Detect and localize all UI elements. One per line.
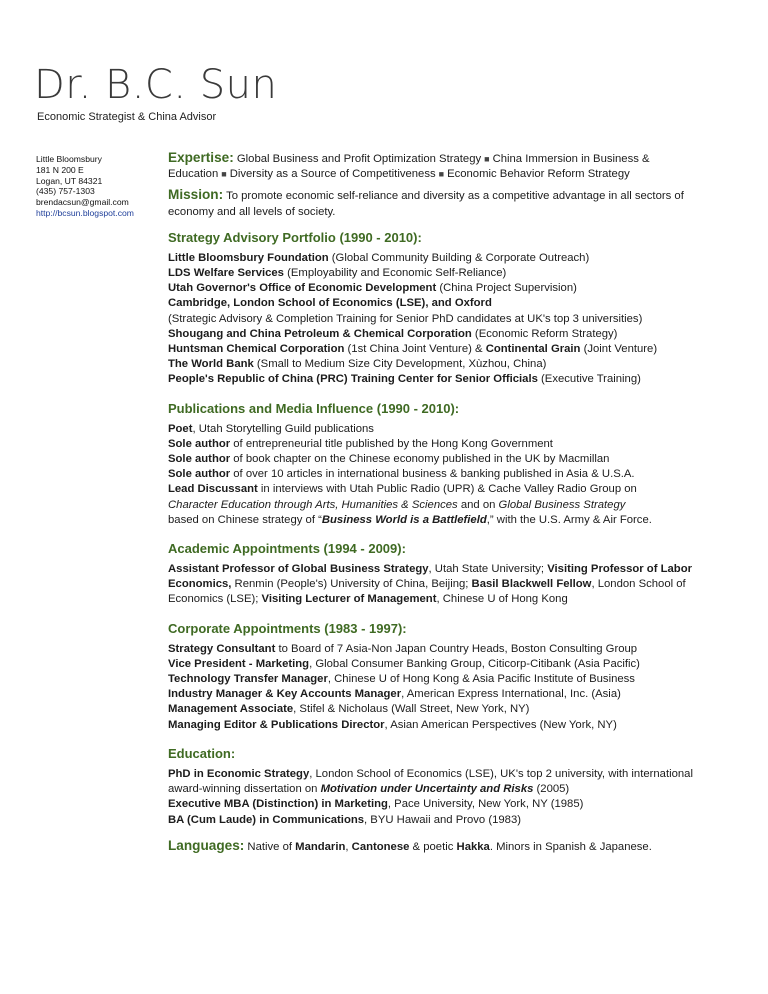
detail-text: of book chapter on the Chinese economy published in the UK by Macmillan xyxy=(230,453,610,466)
position-title: Managing Editor & Publications Director xyxy=(168,718,385,731)
publications-list xyxy=(168,422,713,528)
detail-text: (Small to Medium Size City Development, Xùzhou, China) xyxy=(253,358,547,371)
corporate-list xyxy=(168,642,713,733)
position-title: Visiting Professor of Labor Economics, xyxy=(168,563,692,591)
detail-text: , London School of Economics (LSE); xyxy=(168,578,686,606)
page-title: Dr. B.C. Sun xyxy=(34,62,278,108)
detail-text: (Employability and Economic Self-Reliance) xyxy=(283,267,507,280)
list-item xyxy=(168,513,713,528)
education-list xyxy=(168,767,713,828)
list-item xyxy=(168,266,713,281)
mission-text: To promote economic self-reliance and diversity as a competitive advantage in all sectors of economy and all levels of society. xyxy=(168,190,684,218)
list-item xyxy=(168,498,713,513)
position-title: Basil Blackwell Fellow xyxy=(471,578,592,591)
contact-phone: (435) 757-1303 xyxy=(36,186,95,197)
bullet-separator: ■ xyxy=(484,154,490,164)
contact-email: brendacsun@gmail.com xyxy=(36,197,129,208)
publications-heading: Publications and Media Influence (1990 - 2010): xyxy=(168,400,460,416)
org-name: Little Bloomsbury Foundation xyxy=(168,251,329,264)
languages-section xyxy=(168,838,713,855)
detail-text: (Strategic Advisory & Completion Training for Senior PhD candidates at UK's top 3 universities) xyxy=(168,312,643,325)
list-item xyxy=(168,467,713,482)
org-name: Continental Grain xyxy=(485,343,581,356)
academic-paragraph xyxy=(168,562,713,608)
detail-text: (1st China Joint Venture) & xyxy=(344,343,486,356)
bullet-separator: ■ xyxy=(438,169,445,180)
list-item xyxy=(168,657,713,672)
detail-text: , London School of Economics (LSE), UK's top 2 university, with international award-winning dissertation on xyxy=(168,767,693,796)
org-name: The World Bank xyxy=(168,358,254,371)
list-item xyxy=(168,327,713,342)
list-item xyxy=(168,642,713,657)
org-name: Shougang and China Petroleum & Chemical Corporation xyxy=(168,327,472,340)
role-label: Sole author xyxy=(168,453,231,466)
blog-link[interactable]: http://bcsun.blogspot.com xyxy=(36,207,134,218)
contact-city: Logan, UT 84321 xyxy=(36,175,103,186)
detail-text: , American Express International, Inc. (Asia) xyxy=(401,688,621,701)
detail-text: (Executive Training) xyxy=(537,373,641,386)
list-item xyxy=(168,422,713,437)
list-item xyxy=(168,672,713,687)
list-item xyxy=(168,797,713,812)
role-label: Sole author xyxy=(168,468,231,481)
list-item xyxy=(168,312,713,327)
resume-body xyxy=(168,150,713,855)
contact-street: 181 N 200 E xyxy=(36,164,84,175)
list-item xyxy=(168,437,713,452)
degree-title: BA (Cum Laude) in Communications xyxy=(168,813,365,826)
detail-text: , Chinese U of Hong Kong xyxy=(436,593,568,606)
detail-text: (Joint Venture) xyxy=(580,343,658,356)
language-name: Cantonese xyxy=(351,840,410,853)
degree-title: PhD in Economic Strategy xyxy=(168,767,310,780)
detail-text: and on xyxy=(457,498,499,511)
detail-text: (Economic Reform Strategy) xyxy=(471,327,618,340)
dissertation-title: Motivation under Uncertainty and Risks xyxy=(320,783,534,796)
position-title: Visiting Lecturer of Management xyxy=(261,593,437,606)
org-name: LDS Welfare Services xyxy=(168,267,284,280)
detail-text: based on Chinese strategy of “ xyxy=(168,513,322,526)
detail-text: & poetic xyxy=(409,840,457,853)
detail-text: , Stifel & Nicholaus (Wall Street, New York, NY) xyxy=(293,703,530,716)
degree-title: Executive MBA (Distinction) in Marketing xyxy=(168,798,388,811)
quote-title: Business World is a Battlefield xyxy=(321,513,487,526)
list-item xyxy=(168,342,713,357)
language-name: Mandarin xyxy=(295,840,346,853)
detail-text: , BYU Hawaii and Provo (1983) xyxy=(364,813,522,826)
detail-text: Native of xyxy=(244,840,296,853)
detail-text: . Minors in Spanish & Japanese. xyxy=(489,840,652,853)
org-name: Huntsman Chemical Corporation xyxy=(168,343,345,356)
org-name: Utah Governor's Office of Economic Development xyxy=(168,282,437,295)
role-label: Poet xyxy=(168,422,193,435)
org-name: People's Republic of China (PRC) Training Center for Senior Officials xyxy=(168,373,538,386)
position-title: Technology Transfer Manager xyxy=(168,673,328,686)
list-item xyxy=(168,357,713,372)
detail-text: , Chinese U of Hong Kong & Asia Pacific Institute of Business xyxy=(327,673,635,686)
list-item xyxy=(168,702,713,717)
academic-heading: Academic Appointments (1994 - 2009): xyxy=(168,541,406,557)
detail-text: , Utah Storytelling Guild publications xyxy=(192,422,374,435)
org-name: Cambridge, London School of Economics (LSE), and Oxford xyxy=(168,297,492,310)
subtitle: Economic Strategist & China Advisor xyxy=(37,111,217,123)
position-title: Vice President - Marketing xyxy=(168,657,310,670)
expertise-section xyxy=(168,150,713,182)
program-title: Global Business Strategy xyxy=(498,498,626,511)
list-item xyxy=(168,813,713,828)
mission-section xyxy=(168,187,713,219)
position-title: Industry Manager & Key Accounts Manager xyxy=(168,688,402,701)
detail-text: (Global Community Building & Corporate Outreach) xyxy=(328,251,590,264)
detail-text: of over 10 articles in international business & banking published in Asia & U.S.A. xyxy=(230,468,635,481)
language-name: Hakka xyxy=(456,840,490,853)
contact-org: Little Bloomsbury xyxy=(36,154,102,164)
list-item xyxy=(168,482,713,497)
list-item xyxy=(168,251,713,266)
detail-text: , Utah State University; xyxy=(428,563,548,576)
detail-text: , xyxy=(345,840,352,853)
position-title: Assistant Professor of Global Business Strategy xyxy=(168,563,429,576)
expertise-item: Global Business and Profit Optimization Strategy xyxy=(236,153,482,165)
list-item xyxy=(168,452,713,467)
detail-text: of entrepreneurial title published by the Hong Kong Government xyxy=(230,437,553,450)
detail-text: ,” with the U.S. Army & Air Force. xyxy=(486,513,652,526)
expertise-item: Economic Behavior Reform Strategy xyxy=(447,168,630,181)
position-title: Management Associate xyxy=(168,703,294,716)
detail-text: (China Project Supervision) xyxy=(436,282,577,295)
list-item xyxy=(168,296,713,311)
mission-heading: Mission: xyxy=(168,187,224,203)
portfolio-list xyxy=(168,251,713,388)
detail-text: in interviews with Utah Public Radio (UPR) & Cache Valley Radio Group on xyxy=(257,483,637,496)
list-item xyxy=(168,281,713,296)
languages-heading: Languages: xyxy=(168,837,245,853)
expertise-item: Diversity as a Source of Competitiveness xyxy=(229,168,436,181)
list-item xyxy=(168,718,713,733)
corporate-heading: Corporate Appointments (1983 - 1997): xyxy=(168,620,407,636)
program-title: Character Education through Arts, Humanities & Sciences xyxy=(168,498,458,511)
expertise-heading: Expertise: xyxy=(168,150,234,165)
list-item xyxy=(168,372,713,387)
expertise-item: China Immersion in Business & Education xyxy=(168,153,650,181)
detail-text: Renmin (People's) University of China, Beijing; xyxy=(231,578,472,591)
detail-text: (2005) xyxy=(533,783,570,796)
detail-text: , Asian American Perspectives (New York, NY) xyxy=(384,718,617,731)
position-title: Strategy Consultant xyxy=(168,642,276,655)
contact-block xyxy=(36,154,161,219)
education-heading: Education: xyxy=(168,745,236,761)
role-label: Lead Discussant xyxy=(168,483,258,496)
detail-text: , Pace University, New York, NY (1985) xyxy=(387,798,584,811)
role-label: Sole author xyxy=(168,437,231,450)
detail-text: to Board of 7 Asia-Non Japan Country Heads, Boston Consulting Group xyxy=(275,642,638,655)
portfolio-heading: Strategy Advisory Portfolio (1990 - 2010): xyxy=(168,229,422,245)
bullet-separator: ■ xyxy=(221,169,227,180)
list-item xyxy=(168,767,713,797)
list-item xyxy=(168,687,713,702)
detail-text: , Global Consumer Banking Group, Citicorp-Citibank (Asia Pacific) xyxy=(309,657,640,670)
